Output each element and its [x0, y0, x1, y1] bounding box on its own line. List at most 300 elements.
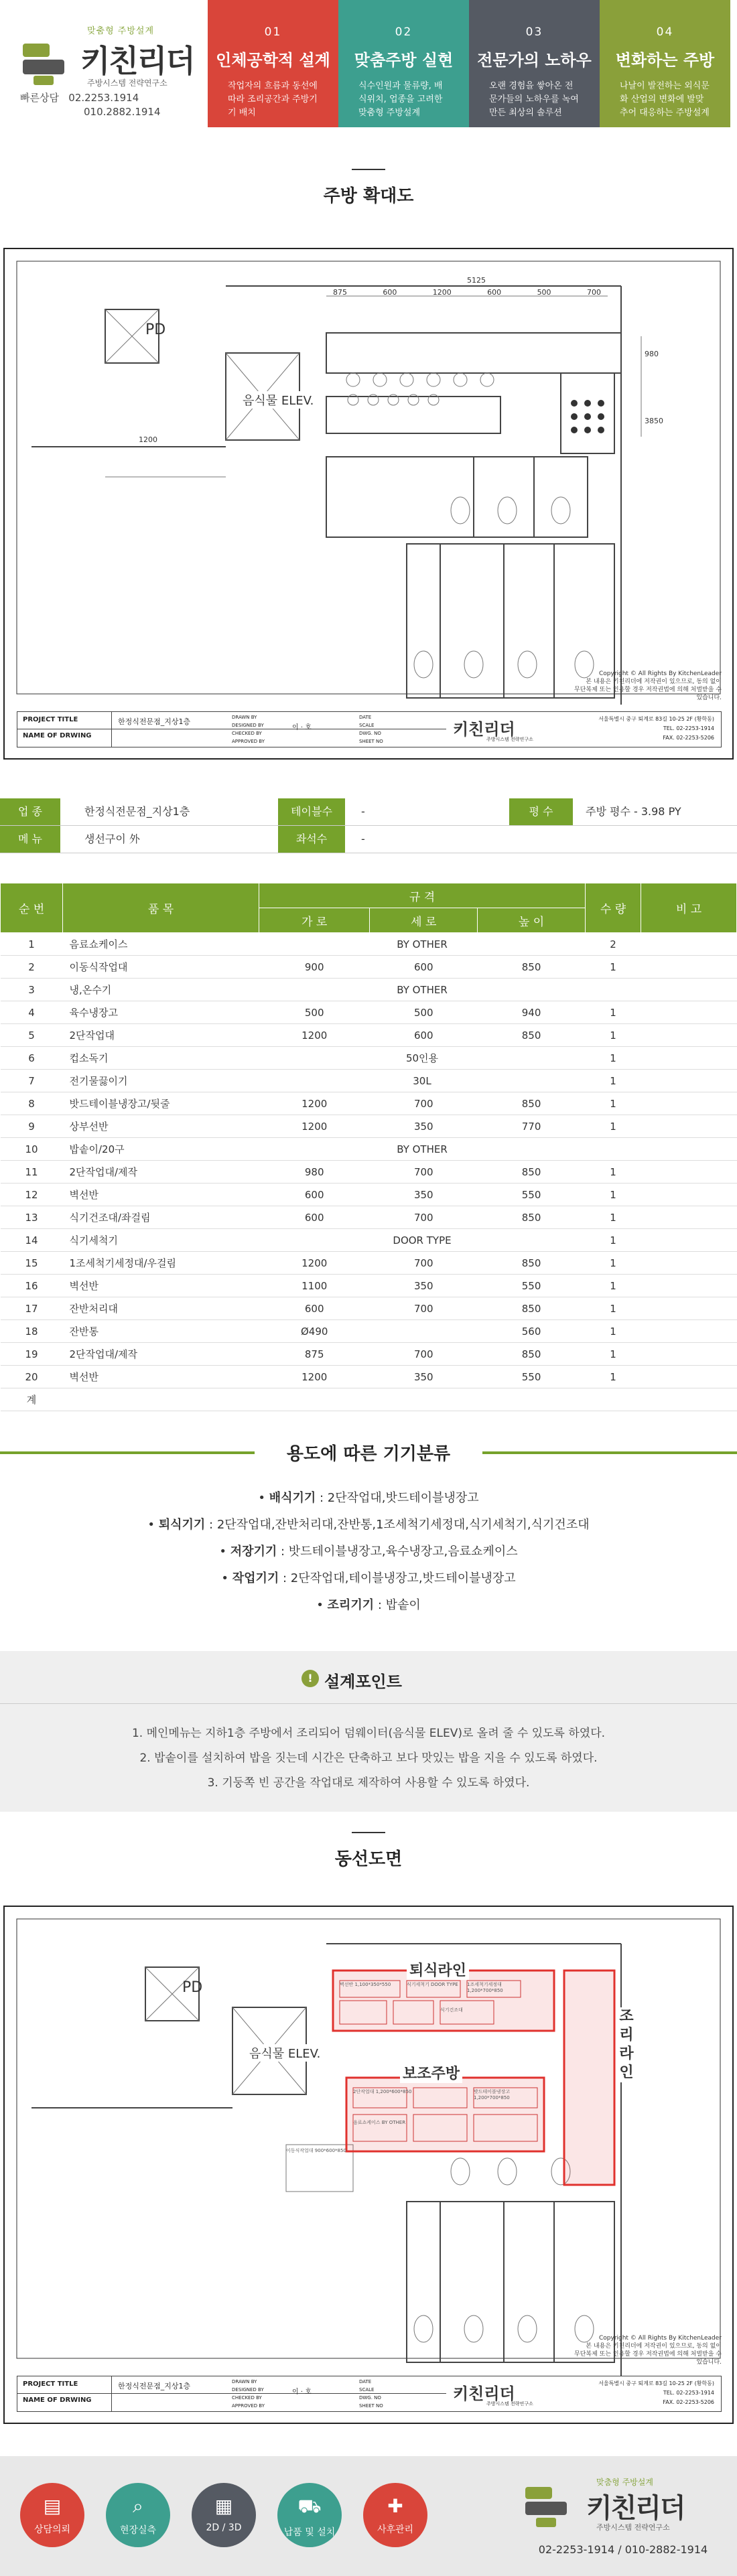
info-table [0, 798, 737, 853]
cell-note [641, 956, 737, 979]
menu-label: 메 뉴 [0, 826, 60, 853]
tel: TEL. 02-2253-1914 [663, 725, 714, 731]
cell-width: 1200 [259, 1366, 370, 1388]
category-line [0, 1488, 737, 1515]
scale-label: SCALE [359, 723, 375, 728]
cell-height: 850 [478, 1297, 586, 1320]
category-items: 2단작업대,테이블냉장고,밧드테이블냉장고 [290, 1571, 516, 1585]
title-block-logo: 키친리더 [453, 2384, 515, 2403]
cell-qty: 1 [586, 1047, 641, 1070]
approved-by-label: APPROVED BY [232, 739, 265, 744]
cell-qty: 1 [586, 1092, 641, 1115]
design-point-title: 설계포인트 [324, 1672, 402, 1691]
colon: : [316, 1491, 328, 1505]
cell-height: 850 [478, 1206, 586, 1229]
pd-label: PD [182, 1979, 203, 1996]
feature-title: 맞춤주방 실현 [354, 51, 454, 70]
logo-mark-icon [20, 37, 74, 90]
divider [111, 2376, 112, 2411]
category-label: 작업기기 [232, 1571, 279, 1585]
dim-top-value: 1200 [432, 288, 452, 297]
date-label: DATE [359, 2379, 372, 2384]
cell-height [478, 1388, 586, 1411]
cell-note [641, 1138, 737, 1161]
phone-number-1[interactable]: 02.2253.1914 [68, 92, 139, 104]
table-row [1, 1115, 737, 1138]
copyright-note [574, 670, 722, 702]
divider [111, 712, 112, 747]
category-items: 2단작업대,잔반처리대,잔반통,1조세척기세정대,식기세척기,식기건조대 [216, 1518, 590, 1532]
cell-no: 10 [1, 1138, 63, 1161]
design-point-1: 1. 메인메뉴는 지하1층 주방에서 조리되어 덤웨이터(음식물 ELEV)로 올려 줄 수 있도록 하였다. [131, 1727, 606, 1740]
cell-no: 19 [1, 1343, 63, 1366]
cell-spec: 50인용 [259, 1047, 586, 1070]
cell-depth: 700 [370, 1252, 478, 1275]
cell-depth: 700 [370, 1161, 478, 1184]
cell-item: 벽선반 [63, 1184, 259, 1206]
cell-depth: 700 [370, 1092, 478, 1115]
cell-depth: 350 [370, 1366, 478, 1388]
category-items: 밥솥이 [385, 1598, 421, 1612]
address: 서울특별시 중구 퇴계로 83길 10-25 2F (황학동) [598, 2380, 714, 2386]
cell-qty: 1 [586, 1320, 641, 1343]
flow-equipment-label: 식기세척기 DOOR TYPE [407, 1982, 458, 1987]
category-items: 2단작업대,밧드테이블냉장고 [327, 1491, 479, 1505]
cell-qty: 1 [586, 1206, 641, 1229]
cell-qty: 1 [586, 1184, 641, 1206]
cell-item: 벽선반 [63, 1366, 259, 1388]
cell-item: 이동식작업대 [63, 956, 259, 979]
sheet-fields [359, 2378, 383, 2410]
cell-item: 밧드테이블냉장고/뒷줄 [63, 1092, 259, 1115]
category-line [0, 1569, 737, 1595]
cell-no: 2 [1, 956, 63, 979]
dwg-no-label: DWG. NO [359, 2395, 381, 2401]
feature-title: 전문가의 노하우 [477, 51, 592, 70]
colon: : [279, 1571, 291, 1585]
flow-plan-drawing [3, 1906, 734, 2424]
cell-qty: 1 [586, 1001, 641, 1024]
flow-equipment-label: 1조세척기세정대 1,200*700*850 [467, 1982, 503, 1993]
bullet: • [219, 1545, 230, 1559]
fax: FAX. 02-2253-5206 [663, 735, 714, 741]
feature-number: 04 [656, 25, 674, 39]
cell-depth: 700 [370, 1343, 478, 1366]
cell-item: 전기물끓이기 [63, 1070, 259, 1092]
support-icon: ✚ [387, 2495, 403, 2517]
cell-note [641, 1161, 737, 1184]
cell-qty: 2 [586, 933, 641, 956]
cell-no: 15 [1, 1252, 63, 1275]
dwg-no-label: DWG. NO [359, 731, 381, 736]
cell-item: 식기세척기 [63, 1229, 259, 1252]
cell-height: 770 [478, 1115, 586, 1138]
cell-no: 6 [1, 1047, 63, 1070]
flow-equipment-label: 벽선반 1,100*350*550 [340, 1982, 391, 1987]
phone-number-2[interactable]: 010.2882.1914 [84, 106, 161, 118]
feature-panel-01 [208, 0, 338, 127]
category-bar-right [482, 1451, 737, 1454]
feature-description: 식수인원과 물류량, 배식위치, 업종을 고려한 맞춤형 주방설계 [358, 81, 443, 118]
checked-by-label: CHECKED BY [232, 731, 262, 736]
feature-panel-03 [469, 0, 600, 127]
cell-no: 계 [1, 1388, 63, 1411]
cell-qty: 1 [586, 1297, 641, 1320]
cell-item [63, 1388, 259, 1411]
cell-note [641, 1206, 737, 1229]
flow-equipment-label: 밧드테이블냉장고 1,200*700*850 [474, 2089, 511, 2100]
cell-width: Ø490 [259, 1320, 370, 1343]
cell-width [259, 1388, 370, 1411]
project-title: 한정식전문점_지상1층 [118, 2382, 191, 2390]
flow-line-aux-kitchen: 보조주방 [400, 2062, 462, 2083]
cell-width: 1200 [259, 1115, 370, 1138]
category-label: 저장기기 [230, 1545, 277, 1559]
fax: FAX. 02-2253-5206 [663, 2399, 714, 2405]
project-title-label: PROJECT TITLE [23, 2380, 78, 2388]
process-step-button[interactable] [192, 2483, 256, 2547]
logo-subtitle: 맞춤형 주방설계 [87, 26, 155, 36]
cell-depth: 700 [370, 1206, 478, 1229]
col-no: 순 번 [1, 883, 63, 933]
col-item: 품 목 [63, 883, 259, 933]
cell-no: 7 [1, 1070, 63, 1092]
cell-item: 잔반처리대 [63, 1297, 259, 1320]
section-title-flow-plan: 동선도면 [334, 1849, 403, 1869]
area-label: 평 수 [509, 798, 573, 825]
table-row [1, 1229, 737, 1252]
dim-right-1: 980 [645, 350, 659, 358]
tables-label: 테이블수 [278, 798, 345, 825]
cell-no: 1 [1, 933, 63, 956]
cell-depth: 350 [370, 1115, 478, 1138]
cell-note [641, 1297, 737, 1320]
col-height: 높 이 [478, 908, 586, 933]
dim-top-value: 500 [537, 288, 551, 297]
divider [0, 1703, 737, 1704]
feature-panel-02 [338, 0, 469, 127]
cell-depth: 350 [370, 1275, 478, 1297]
bullet: • [258, 1491, 269, 1505]
feature-number: 01 [264, 25, 282, 39]
table-row [1, 1184, 737, 1206]
cell-item: 1조세척기세정대/우걸림 [63, 1252, 259, 1275]
cell-qty: 1 [586, 956, 641, 979]
process-step-button[interactable] [277, 2483, 342, 2547]
seats-value: - [361, 833, 365, 845]
section-title-kitchen-plan: 주방 확대도 [323, 186, 414, 206]
cell-no: 18 [1, 1320, 63, 1343]
cell-height: 940 [478, 1001, 586, 1024]
cell-qty: 1 [586, 1366, 641, 1388]
checked-by-label: CHECKED BY [232, 2395, 262, 2401]
copyright-line-3: 무단복제 또는 인용할 경우 저작권법에 의해 처벌받을 수 있습니다. [574, 2351, 722, 2366]
table-row [1, 1206, 737, 1229]
cell-no: 8 [1, 1092, 63, 1115]
drawn-fields [232, 713, 265, 745]
cell-qty: 1 [586, 1252, 641, 1275]
cell-note [641, 1001, 737, 1024]
cell-qty: 1 [586, 1115, 641, 1138]
tel: TEL. 02-2253-1914 [663, 2390, 714, 2396]
title-block [17, 2376, 722, 2412]
dim-right-2: 3850 [645, 417, 663, 425]
dim-total: 5125 [467, 276, 486, 285]
cell-note [641, 1366, 737, 1388]
colon: : [205, 1518, 217, 1532]
designer-mark: 이 · 호 [292, 724, 312, 731]
design-point-box [0, 1651, 737, 1812]
logo-name: 키친리더 [80, 43, 194, 79]
copyright-line-1: Copyright © All Rights By KitchenLeader [598, 2335, 722, 2342]
drawing-name-label: NAME OF DRWING [23, 732, 92, 739]
tables-value: - [361, 805, 365, 818]
menu-value: 생선구이 外 [84, 833, 140, 845]
approved-by-label: APPROVED BY [232, 2403, 265, 2409]
feature-description: 나날이 발전하는 외식문화 산업의 변화에 발맞추어 대응하는 주방설계 [620, 81, 710, 118]
cell-qty: 1 [586, 1024, 641, 1047]
alert-icon: ! [302, 1670, 319, 1687]
cell-item: 상부선반 [63, 1115, 259, 1138]
cell-item: 컵소독기 [63, 1047, 259, 1070]
cell-no: 4 [1, 1001, 63, 1024]
feature-description: 오랜 경험을 쌓아온 전문가들의 노하우를 녹여만든 최상의 솔루션 [489, 81, 579, 118]
cell-spec: BY OTHER [259, 979, 586, 1001]
category-line [0, 1515, 737, 1542]
copyright-note [574, 2334, 722, 2366]
cell-width: 900 [259, 956, 370, 979]
feature-panel-04 [600, 0, 730, 127]
business-value: 한정식전문점_지상1층 [84, 805, 190, 818]
cell-height: 850 [478, 1343, 586, 1366]
cell-note [641, 1184, 737, 1206]
cell-width: 980 [259, 1161, 370, 1184]
cell-qty: 1 [586, 1275, 641, 1297]
section-divider [352, 1832, 385, 1833]
category-line [0, 1595, 737, 1622]
document-icon: ▤ [43, 2495, 62, 2517]
cell-spec: DOOR TYPE [259, 1229, 586, 1252]
cell-depth: 350 [370, 1184, 478, 1206]
category-bar-left [0, 1451, 255, 1454]
cell-item: 밥솥이/20구 [63, 1138, 259, 1161]
bullet: • [147, 1518, 159, 1532]
table-row [1, 1092, 737, 1115]
equipment-spec-table [0, 883, 737, 1411]
measure-icon: ⌕ [133, 2495, 143, 2517]
dim-top-value: 875 [333, 288, 347, 297]
feature-number: 02 [395, 25, 413, 39]
category-label: 퇴식기기 [158, 1518, 206, 1532]
table-row [1, 1297, 737, 1320]
cell-height: 550 [478, 1366, 586, 1388]
cell-item: 식기건조대/좌걸림 [63, 1206, 259, 1229]
process-step-label: 상담의뢰 [34, 2524, 71, 2535]
kitchen-plan-drawing [3, 248, 734, 760]
area-value: 주방 평수 - 3.98 PY [586, 805, 681, 818]
cell-qty: 1 [586, 1229, 641, 1252]
footer-logo-tagline: 주방시스템 전략연구소 [596, 2523, 670, 2532]
page-header [0, 0, 737, 127]
seats-label: 좌석수 [278, 826, 345, 853]
bullet: • [221, 1571, 232, 1585]
process-steps [20, 2483, 449, 2550]
sheet-no-label: SHEET NO [359, 739, 383, 744]
category-list [0, 1488, 737, 1622]
cell-no: 17 [1, 1297, 63, 1320]
drawn-by-label: DRAWN BY [232, 2379, 257, 2384]
flow-line-cooking: 조리라인 [618, 2007, 635, 2082]
feature-number: 03 [525, 25, 543, 39]
category-label: 조리기기 [327, 1598, 375, 1612]
drawn-fields [232, 2378, 265, 2410]
cell-spec: 30L [259, 1070, 586, 1092]
feature-description: 작업자의 흐름과 동선에 따라 조리공간과 주방기기 배치 [228, 81, 318, 118]
cell-no: 3 [1, 979, 63, 1001]
table-row [1, 1138, 737, 1161]
category-label: 배식기기 [269, 1491, 316, 1505]
cell-height: 550 [478, 1184, 586, 1206]
title-block-tag: 주방시스템 전략연구소 [486, 2401, 533, 2407]
copyright-line-3: 무단복제 또는 인용할 경우 저작권법에 의해 처벌받을 수 있습니다. [574, 687, 722, 701]
cell-width: 600 [259, 1184, 370, 1206]
cell-height: 560 [478, 1320, 586, 1343]
cell-width: 1100 [259, 1275, 370, 1297]
section-divider [352, 169, 385, 170]
cell-note [641, 933, 737, 956]
dim-top-row [333, 288, 601, 297]
table-row [1, 1252, 737, 1275]
col-note: 비 고 [641, 883, 737, 933]
cell-depth: 700 [370, 1297, 478, 1320]
category-line [0, 1542, 737, 1569]
cell-depth [370, 1388, 478, 1411]
cell-item: 잔반통 [63, 1320, 259, 1343]
cell-no: 9 [1, 1115, 63, 1138]
cell-note [641, 1229, 737, 1252]
table-row [1, 1320, 737, 1343]
cell-note [641, 1320, 737, 1343]
process-step-button[interactable] [106, 2483, 170, 2547]
table-row [1, 1388, 737, 1411]
cell-no: 5 [1, 1024, 63, 1047]
title-block [17, 711, 722, 747]
feature-title: 인체공학적 설계 [216, 51, 330, 70]
drawing-name-label: NAME OF DRWING [23, 2396, 92, 2404]
cell-note [641, 1388, 737, 1411]
cell-item: 음료쇼케이스 [63, 933, 259, 956]
table-row [1, 1024, 737, 1047]
cell-note [641, 1092, 737, 1115]
cell-width: 1200 [259, 1024, 370, 1047]
cell-height: 850 [478, 1092, 586, 1115]
company-address [594, 715, 714, 743]
cell-height: 850 [478, 1024, 586, 1047]
cell-qty: 1 [586, 1070, 641, 1092]
bullet: • [316, 1598, 328, 1612]
process-step-label: 납품 및 설치 [283, 2527, 336, 2538]
table-row [1, 1047, 737, 1070]
cell-no: 13 [1, 1206, 63, 1229]
business-label: 업 종 [0, 798, 60, 825]
elevator-label: 음식물 ELEV. [249, 2044, 320, 2062]
page-footer [0, 2456, 737, 2576]
dim-top-value: 700 [586, 288, 601, 297]
category-title: 용도에 따른 기기분류 [286, 1444, 451, 1464]
cell-depth: 600 [370, 956, 478, 979]
elevator-label: 음식물 ELEV. [243, 391, 314, 409]
cell-height: 550 [478, 1275, 586, 1297]
designed-by-label: DESIGNED BY [232, 2387, 264, 2392]
footer-phones[interactable]: 02-2253-1914 / 010-2882-1914 [538, 2543, 708, 2556]
process-step-label: 현장실측 [119, 2525, 157, 2536]
cell-note [641, 1047, 737, 1070]
cell-width: 1200 [259, 1252, 370, 1275]
pd-label: PD [145, 321, 166, 338]
cell-qty: 1 [586, 1161, 641, 1184]
cell-item: 2단작업대 [63, 1024, 259, 1047]
cell-item: 냉,온수기 [63, 979, 259, 1001]
table-row [1, 1275, 737, 1297]
table-row [1, 979, 737, 1001]
copyright-line-2: 본 내용은 키친리더에 저작권이 있으므로, 동의 없이 [586, 678, 722, 685]
process-step-button[interactable] [363, 2483, 427, 2547]
cell-note [641, 1252, 737, 1275]
cell-note [641, 1275, 737, 1297]
cell-height: 850 [478, 1161, 586, 1184]
logo-tagline: 주방시스템 전략연구소 [87, 78, 168, 88]
cell-note [641, 1024, 737, 1047]
table-row [1, 1343, 737, 1366]
dim-top-value: 600 [487, 288, 502, 297]
drawn-by-label: DRAWN BY [232, 715, 257, 720]
footer-logo-name: 키친리더 [586, 2492, 685, 2524]
cell-qty: 1 [586, 1343, 641, 1366]
date-label: DATE [359, 715, 372, 720]
cell-width: 600 [259, 1206, 370, 1229]
cell-qty [586, 1388, 641, 1411]
address: 서울특별시 중구 퇴계로 83길 10-25 2F (황학동) [598, 716, 714, 722]
title-block-tag: 주방시스템 전략연구소 [486, 737, 533, 742]
title-block-logo: 키친리더 [453, 719, 515, 739]
footer-logo-subtitle: 맞춤형 주방설계 [596, 2478, 653, 2487]
cell-width: 1200 [259, 1092, 370, 1115]
cell-note [641, 1343, 737, 1366]
cell-item: 육수냉장고 [63, 1001, 259, 1024]
project-title-label: PROJECT TITLE [23, 716, 78, 723]
phone-line-1 [20, 90, 139, 104]
cell-item: 벽선반 [63, 1275, 259, 1297]
sheet-no-label: SHEET NO [359, 2403, 383, 2409]
cell-depth [370, 1320, 478, 1343]
copyright-line-1: Copyright © All Rights By KitchenLeader [598, 670, 722, 677]
drawing-icon: ▦ [214, 2495, 233, 2517]
table-row [1, 1366, 737, 1388]
process-step-button[interactable] [20, 2483, 84, 2547]
cell-note [641, 979, 737, 1001]
cell-spec: BY OTHER [259, 1138, 586, 1161]
design-point-3: 3. 기둥쪽 빈 공간을 작업대로 제작하여 사용할 수 있도록 하였다. [207, 1776, 530, 1790]
cell-qty [586, 1138, 641, 1161]
cell-spec: BY OTHER [259, 933, 586, 956]
logo-mark-icon [523, 2484, 576, 2531]
sheet-fields [359, 713, 383, 745]
flow-equipment-label: 음료쇼케이스 BY OTHER [353, 2120, 406, 2125]
cell-width: 600 [259, 1297, 370, 1320]
cell-depth: 600 [370, 1024, 478, 1047]
col-width: 가 로 [259, 908, 370, 933]
cell-item: 2단작업대/제작 [63, 1343, 259, 1366]
